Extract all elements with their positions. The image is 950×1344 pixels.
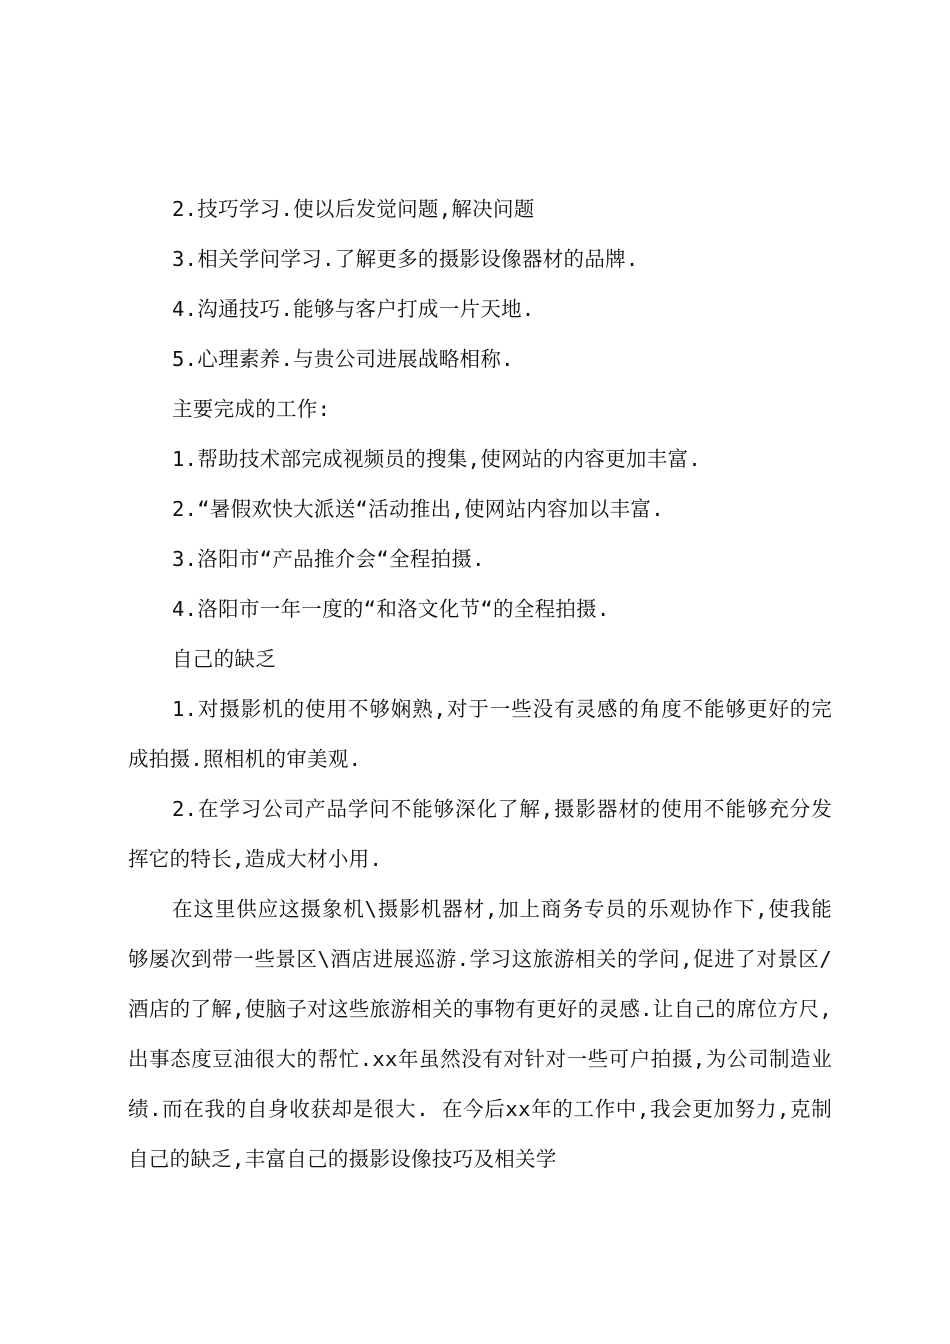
shortcoming-item: 1.对摄影机的使用不够娴熟,对于一些没有灵感的角度不能够更好的完成拍摄.照相机的审美观. [128, 697, 832, 771]
closing-paragraph: 在这里供应这摄象机\摄影机器材,加上商务专员的乐观协作下,使我能够屡次到带一些景区\酒店进展巡游.学习这旅游相关的学问,促进了对景区/酒店的了解,使脑子对这些旅游相关的事物有更好的灵感.让自己的席位方尺,出事态度豆油很大的帮忙.xx年虽然没有对针对一些可户拍摄,为公司制造业绩.而在我的自身收获却是很大. 在今后xx年的工作中,我会更加努力,克制自己的缺乏,丰富自己的摄影设像技巧及相关学 [128, 897, 832, 1171]
shortcoming-item: 2.在学习公司产品学问不能够深化了解,摄影器材的使用不能够充分发挥它的特长,造成大材小用. [128, 797, 832, 871]
work-heading: 主要完成的工作: [172, 397, 331, 421]
work-item: 3.洛阳市“产品推介会“全程拍摄. [172, 547, 485, 571]
work-item: 1.帮助技术部完成视频员的搜集,使网站的内容更加丰富. [172, 447, 701, 471]
skill-item: 4.沟通技巧.能够与客户打成一片天地. [172, 297, 535, 321]
shortcomings-heading: 自己的缺乏 [172, 647, 276, 671]
skill-item: 2.技巧学习.使以后发觉问题,解决问题 [172, 197, 535, 221]
work-item: 4.洛阳市一年一度的“和洛文化节“的全程拍摄. [172, 597, 610, 621]
skill-item: 3.相关学问学习.了解更多的摄影设像器材的品牌. [172, 247, 639, 271]
document-body [128, 184, 832, 1184]
skill-item: 5.心理素养.与贵公司进展战略相称. [172, 347, 514, 371]
work-item: 2.“暑假欢快大派送“活动推出,使网站内容加以丰富. [172, 497, 664, 521]
